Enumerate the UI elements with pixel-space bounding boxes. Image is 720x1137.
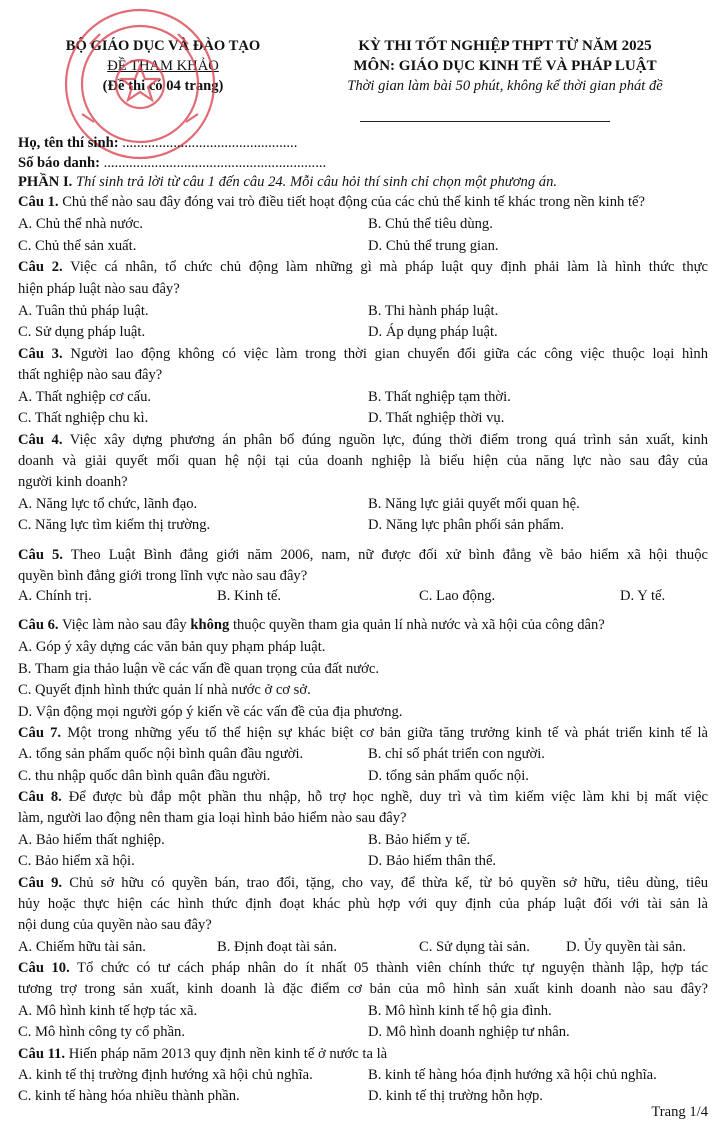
question-number: Câu 10. — [18, 960, 70, 976]
option-a: A. Bảo hiểm thất nghiệp. — [18, 832, 165, 848]
question-7-stem — [18, 724, 708, 743]
question-number: Câu 7. — [18, 725, 62, 741]
ministry-name: BỘ GIÁO DỤC VÀ ĐÀO TẠO — [65, 38, 261, 54]
option-b: B. kinh tế hàng hóa định hướng xã hội chủ nghĩa. — [368, 1067, 657, 1083]
option-c: C. Năng lực tìm kiếm thị trường. — [18, 517, 211, 533]
option-a: A. Năng lực tổ chức, lãnh đạo. — [18, 496, 198, 512]
question-2-stem — [18, 258, 708, 277]
option-a: A. kinh tế thị trường định hướng xã hội chủ nghĩa. — [18, 1067, 313, 1083]
page-count: (Đề thi có 04 trang) — [102, 78, 224, 94]
question-9-stem-cont: nội dung của quyền nào sau đây? — [18, 917, 212, 933]
option-c: C. thu nhập quốc dân bình quân đầu người. — [18, 768, 271, 784]
question-3-stem-cont: thất nghiệp nào sau đây? — [18, 367, 163, 383]
candidate-id-dots: ............................................................. — [103, 155, 327, 171]
option-c: C. Lao động. — [419, 588, 496, 604]
option-a: A. Thất nghiệp cơ cấu. — [18, 389, 152, 405]
option-b: B. Mô hình kinh tế hộ gia đình. — [368, 1003, 552, 1019]
question-text: thuộc quyền tham gia quản lí nhà nước và xã hội của công dân? — [229, 617, 605, 633]
question-9-stem — [18, 874, 708, 893]
option-b: B. Chủ thể tiêu dùng. — [368, 216, 493, 232]
option-d: D. tổng sản phẩm quốc nội. — [368, 768, 529, 784]
question-number: Câu 8. — [18, 789, 62, 805]
part1-header — [18, 173, 708, 192]
candidate-id-label: Số báo danh: — [18, 155, 100, 171]
question-text: Việc cá nhân, tổ chức chủ động làm những gì mà pháp luật quy định phải làm là hình thức thực — [70, 259, 708, 275]
option-a: A. Mô hình kinh tế hợp tác xã. — [18, 1003, 198, 1019]
option-c: C. Chủ thể sản xuất. — [18, 238, 137, 254]
question-10-stem-cont: tương trợ trong sản xuất, kinh doanh là đặc điểm cơ bản của mô hình sản xuất kinh doanh nào sau đây? — [18, 981, 708, 997]
question-text: Hiến pháp năm 2013 quy định nền kinh tế ở nước ta là — [68, 1046, 388, 1062]
option-d: D. Áp dụng pháp luật. — [368, 324, 498, 340]
question-number: Câu 6. — [18, 617, 59, 633]
question-9-stem-cont: hủy hoặc thực hiện các hình thức định đoạt khác phù hợp với quy định của pháp luật đối với tài sản là — [18, 896, 708, 912]
option-a: A. Chiếm hữu tài sản. — [18, 939, 146, 955]
question-number: Câu 11. — [18, 1046, 66, 1062]
option-b: B. Định đoạt tài sản. — [217, 939, 337, 955]
question-8-stem-cont: làm, người lao động nên tham gia loại hình bảo hiểm nào sau đây? — [18, 810, 407, 826]
draft-label: ĐỀ THAM KHẢO — [107, 58, 219, 74]
option-c: C. kinh tế hàng hóa nhiều thành phần. — [18, 1088, 240, 1104]
option-c: C. Bảo hiểm xã hội. — [18, 853, 135, 869]
question-3-stem — [18, 345, 708, 364]
question-number: Câu 5. — [18, 547, 63, 563]
question-text: Để được bù đắp một phần thu nhập, hỗ trợ học nghề, duy trì và tìm kiếm việc làm khi bị mất việc — [68, 789, 708, 805]
time-note: Thời gian làm bài 50 phút, không kể thời gian phát đề — [347, 78, 663, 94]
option-b: B. Năng lực giải quyết mối quan hệ. — [368, 496, 580, 512]
page-number: Trang 1/4 — [651, 1104, 708, 1120]
question-4-stem — [18, 431, 708, 450]
option-d: D. Ủy quyền tài sản. — [566, 939, 686, 955]
question-emphasis: không — [190, 617, 230, 633]
candidate-name-line — [18, 134, 708, 153]
option-c: C. Mô hình công ty cổ phần. — [18, 1024, 186, 1040]
question-text: Việc xây dựng phương án phân bổ đúng nguồn lực, đúng thời điểm trong quá trình sản xuất, kinh — [69, 432, 708, 448]
header-right — [300, 36, 710, 96]
option-a: A. tổng sản phẩm quốc nội bình quân đầu người. — [18, 746, 304, 762]
option-b: B. Thi hành pháp luật. — [368, 303, 499, 319]
question-4-stem-cont: người kinh doanh? — [18, 474, 128, 490]
option-d: D. Y tế. — [620, 588, 666, 604]
option-b: B. Tham gia thảo luận về các vấn đề quan trọng của đất nước. — [18, 661, 380, 677]
question-number: Câu 1. — [18, 194, 59, 210]
question-number: Câu 9. — [18, 875, 63, 891]
option-b: B. Kinh tế. — [217, 588, 282, 604]
option-d: D. Năng lực phân phối sản phẩm. — [368, 517, 564, 533]
candidate-name-label: Họ, tên thí sinh: — [18, 135, 119, 151]
option-c: C. Sử dụng pháp luật. — [18, 324, 146, 340]
question-8-stem — [18, 788, 708, 807]
question-5-stem — [18, 546, 708, 565]
question-5-stem-cont: quyền bình đẳng giới trong lĩnh vực nào sau đây? — [18, 568, 308, 584]
option-b: B. chỉ số phát triển con người. — [368, 746, 545, 762]
candidate-id-line — [18, 154, 708, 173]
header-underline — [360, 121, 610, 122]
option-a: A. Chủ thể nhà nước. — [18, 216, 144, 232]
option-d: D. Mô hình doanh nghiệp tư nhân. — [368, 1024, 570, 1040]
part1-label: PHẦN I. — [18, 174, 73, 190]
option-d: D. Bảo hiểm thân thể. — [368, 853, 497, 869]
part1-instruction: Thí sinh trả lời từ câu 1 đến câu 24. Mỗi câu hỏi thí sinh chỉ chọn một phương án. — [75, 174, 558, 190]
option-c: C. Thất nghiệp chu kì. — [18, 410, 149, 426]
option-a: A. Tuân thủ pháp luật. — [18, 303, 149, 319]
option-c: C. Sử dụng tài sản. — [419, 939, 530, 955]
question-text: Tổ chức có tư cách pháp nhân do ít nhất 05 thành viên chính thức tự nguyện thành lập, hợp tác — [77, 960, 708, 976]
question-number: Câu 4. — [18, 432, 63, 448]
question-text: Một trong những yếu tố thể hiện sự khác biệt cơ bản giữa tăng trưởng kinh tế và phát triển kinh tế là — [67, 725, 708, 741]
question-text: Chủ thể nào sau đây đóng vai trò điều tiết hoạt động của các chủ thể kinh tế khác trong nền kinh tế? — [62, 194, 645, 210]
question-2-stem-cont: hiện pháp luật nào sau đây? — [18, 281, 180, 297]
option-b: B. Bảo hiểm y tế. — [368, 832, 471, 848]
question-number: Câu 3. — [18, 346, 63, 362]
subject-title: MÔN: GIÁO DỤC KINH TẾ VÀ PHÁP LUẬT — [353, 58, 657, 74]
question-text: Chủ sở hữu có quyền bán, trao đổi, tặng, cho vay, để thừa kế, từ bỏ quyền sở hữu, tiêu dùng, tiêu — [69, 875, 708, 891]
question-6-stem — [18, 616, 708, 635]
option-c: C. Quyết định hình thức quản lí nhà nước ở cơ sở. — [18, 682, 311, 698]
option-a: A. Chính trị. — [18, 588, 92, 604]
option-b: B. Thất nghiệp tạm thời. — [368, 389, 511, 405]
question-text: Việc làm nào sau đây — [61, 617, 191, 633]
question-1-stem — [18, 193, 708, 212]
option-d: D. Chủ thể trung gian. — [368, 238, 499, 254]
question-number: Câu 2. — [18, 259, 63, 275]
question-4-stem-cont: doanh và giải quyết mối quan hệ nội tại của doanh nghiệp là biểu hiện của năng lực nào sau đây của — [18, 453, 708, 469]
option-d: D. kinh tế thị trường hỗn hợp. — [368, 1088, 543, 1104]
candidate-name-dots: ................................................ — [122, 135, 298, 151]
question-10-stem — [18, 959, 708, 978]
option-d: D. Vận động mọi người góp ý kiến về các vấn đề của địa phương. — [18, 704, 403, 720]
exam-title: KỲ THI TỐT NGHIỆP THPT TỪ NĂM 2025 — [358, 38, 652, 54]
question-text: Theo Luật Bình đẳng giới năm 2006, nam, nữ được đối xử bình đẳng về bảo hiểm xã hội thuộc — [70, 547, 709, 563]
option-a: A. Góp ý xây dựng các văn bản quy phạm pháp luật. — [18, 639, 326, 655]
question-text: Người lao động không có việc làm trong thời gian chuyển đổi giữa các công việc thuộc loại hình — [70, 346, 708, 362]
option-d: D. Thất nghiệp thời vụ. — [368, 410, 505, 426]
question-11-stem — [18, 1045, 708, 1064]
